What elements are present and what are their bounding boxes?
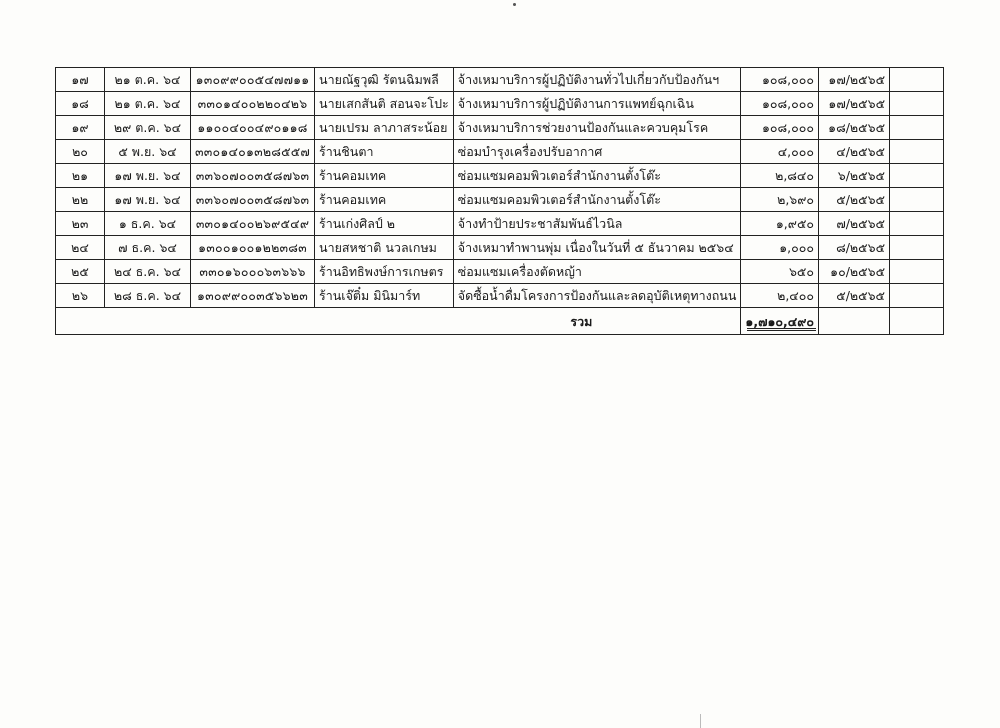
row-number: ๑๙ (56, 116, 105, 140)
row-number: ๑๗ (56, 68, 105, 92)
total-label: รวม (56, 308, 741, 335)
row-reference: ๖/๒๕๖๕ (819, 164, 890, 188)
row-date: ๗ ธ.ค. ๖๔ (105, 236, 191, 260)
row-vendor-name: ร้านคอมเทค (315, 188, 454, 212)
row-date: ๑ ธ.ค. ๖๔ (105, 212, 191, 236)
row-note-empty (890, 164, 944, 188)
row-description: จ้างเหมาบริการช่วยงานป้องกันและควบคุมโรค (453, 116, 741, 140)
row-amount: ๑,๙๕๐ (741, 212, 819, 236)
row-description: จ้างทำป้ายประชาสัมพันธ์ไวนิล (453, 212, 741, 236)
row-date: ๒๑ ต.ค. ๖๔ (105, 68, 191, 92)
double-underline (747, 328, 816, 331)
row-vendor-name: ร้านเก่งศิลป์ ๒ (315, 212, 454, 236)
row-number: ๒๒ (56, 188, 105, 212)
row-reference: ๕/๒๕๖๕ (819, 188, 890, 212)
procurement-ledger-table (55, 67, 944, 335)
row-number: ๒๓ (56, 212, 105, 236)
row-tax-id: ๓๓๐๑๖๐๐๐๖๓๖๖๖ (191, 260, 315, 284)
row-amount: ๑๐๘,๐๐๐ (741, 68, 819, 92)
row-number: ๒๐ (56, 140, 105, 164)
scan-speck (513, 3, 516, 6)
row-vendor-name: ร้านเจ๊ติ๋ม มินิมาร์ท (315, 284, 454, 308)
table-row (56, 188, 944, 212)
row-amount: ๑๐๘,๐๐๐ (741, 116, 819, 140)
total-amount-cell (741, 308, 819, 335)
row-note-empty (890, 116, 944, 140)
row-tax-id: ๑๓๐๐๑๐๐๑๒๒๓๘๓ (191, 236, 315, 260)
row-number: ๒๑ (56, 164, 105, 188)
row-number: ๒๕ (56, 260, 105, 284)
row-note-empty (890, 236, 944, 260)
total-empty-cell (819, 308, 890, 335)
row-tax-id: ๑๓๐๙๙๐๐๕๔๗๗๑๑ (191, 68, 315, 92)
row-description: จ้างเหมาบริการผู้ปฏิบัติงานทั่วไปเกี่ยวกับป้องกันฯ (453, 68, 741, 92)
row-number: ๑๘ (56, 92, 105, 116)
table-row (56, 284, 944, 308)
ledger-body (56, 68, 944, 335)
row-description: จ้างเหมาทำพานพุ่ม เนื่องในวันที่ ๕ ธันวาคม ๒๕๖๔ (453, 236, 741, 260)
row-note-empty (890, 68, 944, 92)
row-tax-id: ๓๓๖๐๗๐๐๓๕๘๗๖๓ (191, 164, 315, 188)
row-reference: ๕/๒๕๖๕ (819, 284, 890, 308)
row-amount: ๑,๐๐๐ (741, 236, 819, 260)
row-vendor-name: ร้านชินตา (315, 140, 454, 164)
row-description: ซ่อมแซมคอมพิวเตอร์สำนักงานตั้งโต๊ะ (453, 188, 741, 212)
row-vendor-name: นายเสกสันติ สอนจะโปะ (315, 92, 454, 116)
row-description: ซ่อมแซมเครื่องตัดหญ้า (453, 260, 741, 284)
row-tax-id: ๓๓๐๑๔๐๐๒๒๐๔๒๖ (191, 92, 315, 116)
table-row (56, 260, 944, 284)
row-amount: ๒,๘๔๐ (741, 164, 819, 188)
table-row (56, 236, 944, 260)
row-reference: ๑๐/๒๕๖๕ (819, 260, 890, 284)
row-note-empty (890, 284, 944, 308)
total-amount: ๑,๗๑๐,๔๙๐ (745, 313, 815, 329)
row-date: ๑๗ พ.ย. ๖๔ (105, 188, 191, 212)
table-row (56, 140, 944, 164)
row-reference: ๗/๒๕๖๕ (819, 212, 890, 236)
row-date: ๒๙ ต.ค. ๖๔ (105, 116, 191, 140)
table-row (56, 164, 944, 188)
row-vendor-name: นายเปรม ลาภาสระน้อย (315, 116, 454, 140)
row-note-empty (890, 92, 944, 116)
row-reference: ๑๗/๒๕๖๕ (819, 92, 890, 116)
row-number: ๒๔ (56, 236, 105, 260)
row-description: จัดซื้อน้ำดื่มโครงการป้องกันและลดอุบัติเหตุทางถนน (453, 284, 741, 308)
table-row (56, 92, 944, 116)
row-vendor-name: นายณัฐวุฒิ รัตนฉิมพลี (315, 68, 454, 92)
row-date: ๑๗ พ.ย. ๖๔ (105, 164, 191, 188)
row-tax-id: ๑๑๐๐๔๐๐๔๙๐๑๑๘ (191, 116, 315, 140)
row-vendor-name: นายสหชาติ นวลเกษม (315, 236, 454, 260)
row-number: ๒๖ (56, 284, 105, 308)
row-description: ซ่อมบำรุงเครื่องปรับอากาศ (453, 140, 741, 164)
table-row (56, 68, 944, 92)
row-date: ๒๑ ต.ค. ๖๔ (105, 92, 191, 116)
row-tax-id: ๓๓๖๐๗๐๐๓๕๘๗๖๓ (191, 188, 315, 212)
row-reference: ๔/๒๕๖๕ (819, 140, 890, 164)
row-reference: ๘/๒๕๖๕ (819, 236, 890, 260)
row-description: ซ่อมแซมคอมพิวเตอร์สำนักงานตั้งโต๊ะ (453, 164, 741, 188)
row-note-empty (890, 188, 944, 212)
row-note-empty (890, 260, 944, 284)
total-row (56, 308, 944, 335)
row-amount: ๒,๔๐๐ (741, 284, 819, 308)
table-row (56, 116, 944, 140)
row-date: ๕ พ.ย. ๖๔ (105, 140, 191, 164)
row-amount: ๒,๖๙๐ (741, 188, 819, 212)
row-amount: ๑๐๘,๐๐๐ (741, 92, 819, 116)
row-reference: ๑๗/๒๕๖๕ (819, 68, 890, 92)
row-amount: ๔,๐๐๐ (741, 140, 819, 164)
row-tax-id: ๓๓๐๑๔๐๑๓๒๘๕๕๗ (191, 140, 315, 164)
row-note-empty (890, 140, 944, 164)
row-note-empty (890, 212, 944, 236)
row-date: ๒๔ ธ.ค. ๖๔ (105, 260, 191, 284)
row-date: ๒๘ ธ.ค. ๖๔ (105, 284, 191, 308)
row-tax-id: ๓๓๐๑๔๐๐๒๖๙๕๔๙ (191, 212, 315, 236)
row-vendor-name: ร้านคอมเทค (315, 164, 454, 188)
total-empty-cell (890, 308, 944, 335)
row-vendor-name: ร้านอิทธิพงษ์การเกษตร (315, 260, 454, 284)
row-description: จ้างเหมาบริการผู้ปฏิบัติงานการแพทย์ฉุกเฉิน (453, 92, 741, 116)
row-amount: ๖๕๐ (741, 260, 819, 284)
row-reference: ๑๘/๒๕๖๕ (819, 116, 890, 140)
table-row (56, 212, 944, 236)
row-tax-id: ๑๓๐๙๙๐๐๓๕๖๖๒๓ (191, 284, 315, 308)
scan-edge-mark (700, 714, 701, 728)
